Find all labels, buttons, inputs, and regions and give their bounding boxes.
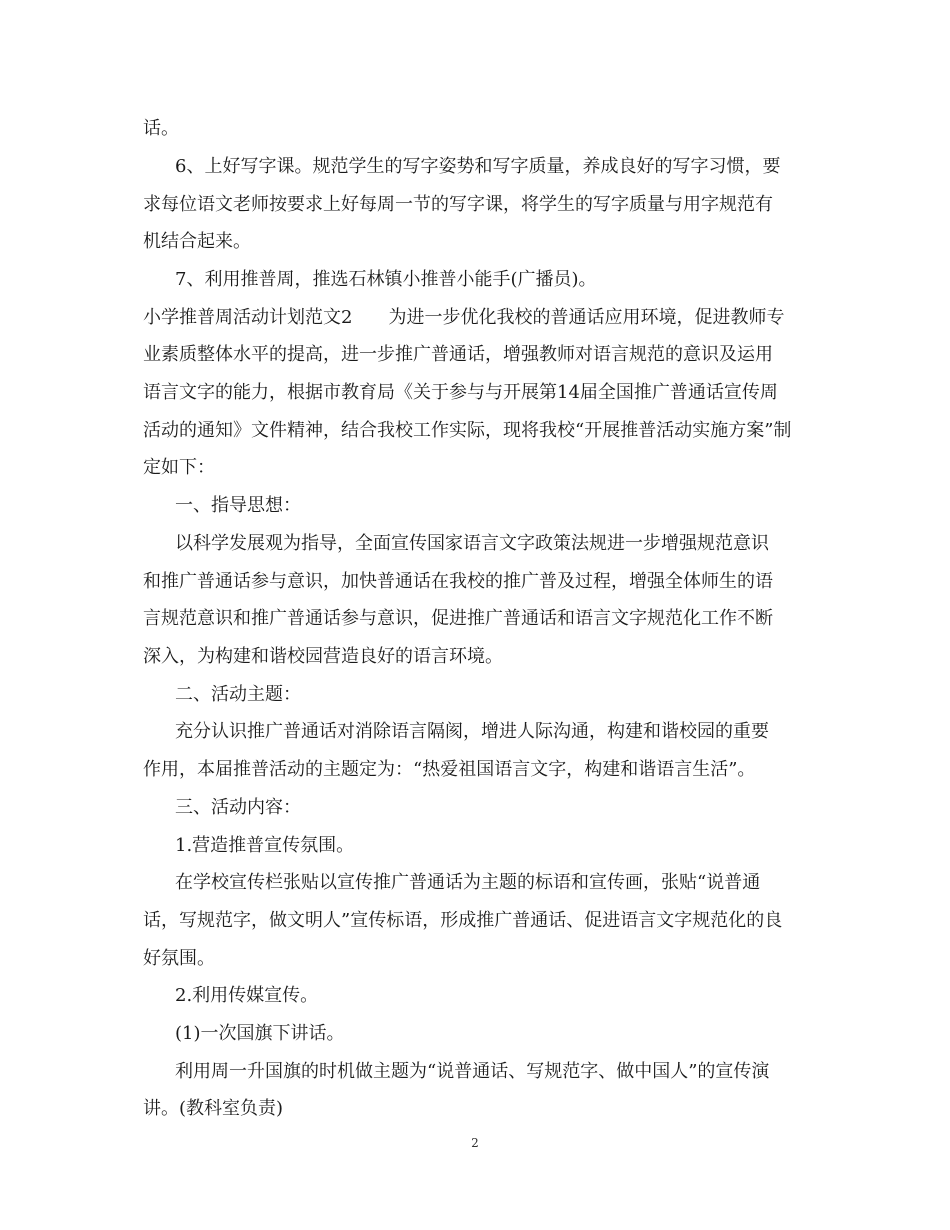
section-heading-line: 小学推普周活动计划范文2 为进一步优化我校的普通话应用环境，促进教师专: [143, 307, 785, 328]
text-line: 讲。(教科室负责): [143, 1098, 284, 1119]
text-line: (1)一次国旗下讲话。: [175, 1023, 345, 1044]
text-line: 深入，为构建和谐校园营造良好的语言环境。: [143, 646, 503, 667]
text-line: 求每位语文老师按要求上好每周一节的写字课，将学生的写字质量与用字规范有: [143, 194, 773, 215]
text-line: 定如下：: [143, 457, 215, 478]
text-line: 利用周一升国旗的时机做主题为“说普通话、写规范字、做中国人”的宣传演: [175, 1061, 770, 1082]
text-line: 2.利用传媒宣传。: [175, 985, 319, 1006]
subheading-line: 二、活动主题：: [175, 684, 301, 705]
text-line: 业素质整体水平的提高，进一步推广普通话，增强教师对语言规范的意识及运用: [143, 344, 773, 365]
text-line: 7、利用推普周，推选石林镇小推普小能手(广播员)。: [175, 269, 597, 290]
text-line: 言规范意识和推广普通话参与意识，促进推广普通话和语言文字规范化工作不断: [143, 608, 773, 629]
text-line: 活动的通知》文件精神，结合我校工作实际，现将我校“开展推普活动实施方案”制: [143, 420, 792, 441]
text-line: 语言文字的能力，根据市教育局《关于参与与开展第14届全国推广普通话宣传周: [143, 382, 778, 403]
text-line: 话。: [143, 118, 179, 139]
page-number: 2: [471, 1136, 479, 1150]
subheading-line: 三、活动内容：: [175, 797, 301, 818]
text-line: 作用，本届推普活动的主题定为：“热爱祖国语言文字，构建和谐语言生活”。: [143, 759, 756, 780]
text-line: 话，写规范字，做文明人”宣传标语，形成推广普通话、促进语言文字规范化的良: [143, 910, 783, 931]
text-line: 在学校宣传栏张贴以宣传推广普通话为主题的标语和宣传画，张贴“说普通: [175, 872, 761, 893]
text-line: 充分认识推广普通话对消除语言隔阂，增进人际沟通，构建和谐校园的重要: [175, 721, 769, 742]
text-line: 1.营造推普宣传氛围。: [175, 835, 355, 856]
text-line: 6、上好写字课。规范学生的写字姿势和写字质量，养成良好的写字习惯，要: [175, 156, 781, 177]
text-line: 好氛围。: [143, 948, 215, 969]
text-line: 机结合起来。: [143, 231, 251, 252]
text-line: 以科学发展观为指导，全面宣传国家语言文字政策法规进一步增强规范意识: [175, 533, 769, 554]
text-line: 和推广普通话参与意识，加快普通话在我校的推广普及过程，增强全体师生的语: [143, 571, 773, 592]
subheading-line: 一、指导思想：: [175, 495, 301, 516]
